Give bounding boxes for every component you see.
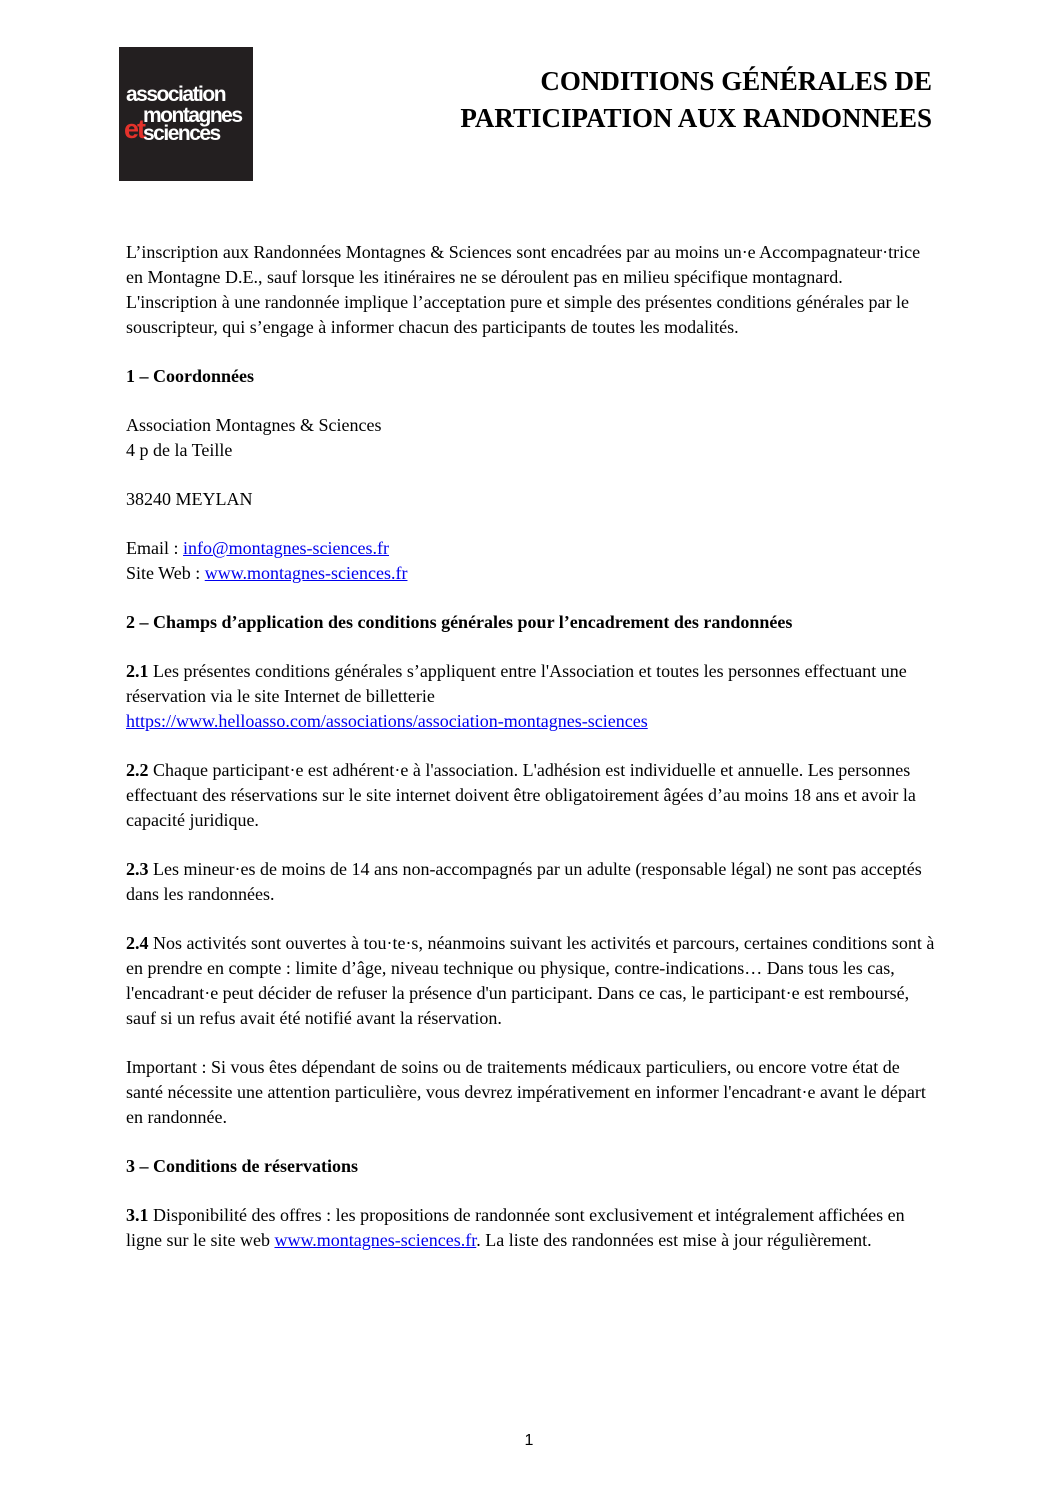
clause-2-2: [126, 758, 936, 833]
logo-et: et: [124, 114, 145, 144]
contact-web-line: [126, 561, 936, 586]
clause-text: Les mineur·es de moins de 14 ans non-accompagnés par un adulte (responsable légal) ne sont pas acceptés dans les randonnées.: [126, 859, 922, 904]
document-body: [126, 240, 936, 1277]
clause-3-1: [126, 1203, 936, 1253]
contact-email-line: [126, 536, 936, 561]
email-label: Email :: [126, 538, 183, 558]
clause-text: Chaque participant·e est adhérent·e à l'association. L'adhésion est individuelle et annuelle. Les personnes effectuant des réservations sur le site internet doivent être obligatoirement âgées d’au moins 18 ans et avoir la capacité juridique.: [126, 760, 916, 830]
clause-text: Disponibilité des offres : les propositions de randonnée sont exclusivement et intégralement affichées en ligne sur le site web: [126, 1205, 905, 1250]
clause-number: 3.1: [126, 1205, 149, 1225]
logo-line-association: association: [126, 83, 226, 106]
helloasso-link[interactable]: https://www.helloasso.com/associations/association-montagnes-sciences: [126, 711, 648, 731]
clause-number: 2.2: [126, 760, 149, 780]
section-3-heading: 3 – Conditions de réservations: [126, 1156, 359, 1176]
clause-number: 2.3: [126, 859, 149, 879]
section-2-heading: 2 – Champs d’application des conditions générales pour l’encadrement des randonnées: [126, 612, 793, 632]
clause-2-4: [126, 931, 936, 1031]
clause-number: 2.1: [126, 661, 149, 681]
page-number: 1: [524, 1432, 534, 1449]
logo-line-montagnes: montagnes: [143, 104, 242, 127]
intro-paragraph: L’inscription aux Randonnées Montagnes & Sciences sont encadrées par au moins un·e Accompagnateur·trice en Montagne D.E., sauf lorsque les itinéraires ne se déroulent pas en milieu spécifique montagnard. L'inscription à une randonnée implique l’acceptation pure et simple des présentes conditions générales par le souscripteur, qui s’engage à informer chacun des participants de toutes les modalités.: [126, 242, 921, 337]
clause-text: Nos activités sont ouvertes à tou·te·s, néanmoins suivant les activités et parcours, certaines conditions sont à en prendre en compte : limite d’âge, niveau technique ou physique, contre-indications… Dans tous les cas, l'encadrant·e peut décider de refuser la présence d'un participant. Dans ce cas, le participant·e est remboursé, sauf si un refus avait été notifié avant la réservation.: [126, 933, 935, 1028]
website-link[interactable]: www.montagnes-sciences.fr: [204, 563, 408, 583]
logo-line-sciences: sciences: [143, 122, 220, 145]
title-line-1: CONDITIONS GÉNÉRALES DE: [540, 66, 932, 96]
contact-address: 4 p de la Teille: [126, 440, 233, 460]
email-link[interactable]: info@montagnes-sciences.fr: [183, 538, 390, 558]
clause-text-after: . La liste des randonnées est mise à jour régulièrement.: [476, 1230, 872, 1250]
contact-city: 38240 MEYLAN: [126, 489, 253, 509]
important-notice: Important : Si vous êtes dépendant de soins ou de traitements médicaux particuliers, ou encore votre état de santé nécessite une attention particulière, vous devrez impérativement en informer l'encadrant·e avant le départ en randonnée.: [126, 1057, 926, 1127]
web-label: Site Web :: [126, 563, 205, 583]
title-line-2: PARTICIPATION AUX RANDONNEES: [460, 103, 932, 133]
document-title: [460, 63, 932, 137]
contact-org: Association Montagnes & Sciences: [126, 415, 382, 435]
clause-2-1: [126, 659, 936, 734]
clause-number: 2.4: [126, 933, 149, 953]
section-1-heading: 1 – Coordonnées: [126, 366, 255, 386]
association-logo: [119, 47, 253, 181]
clause-text: Les présentes conditions générales s’appliquent entre l'Association et toutes les personnes effectuant une réservation via le site Internet de billetterie: [126, 661, 907, 706]
website-link-inline[interactable]: www.montagnes-sciences.fr: [274, 1230, 477, 1250]
clause-2-3: [126, 857, 936, 907]
